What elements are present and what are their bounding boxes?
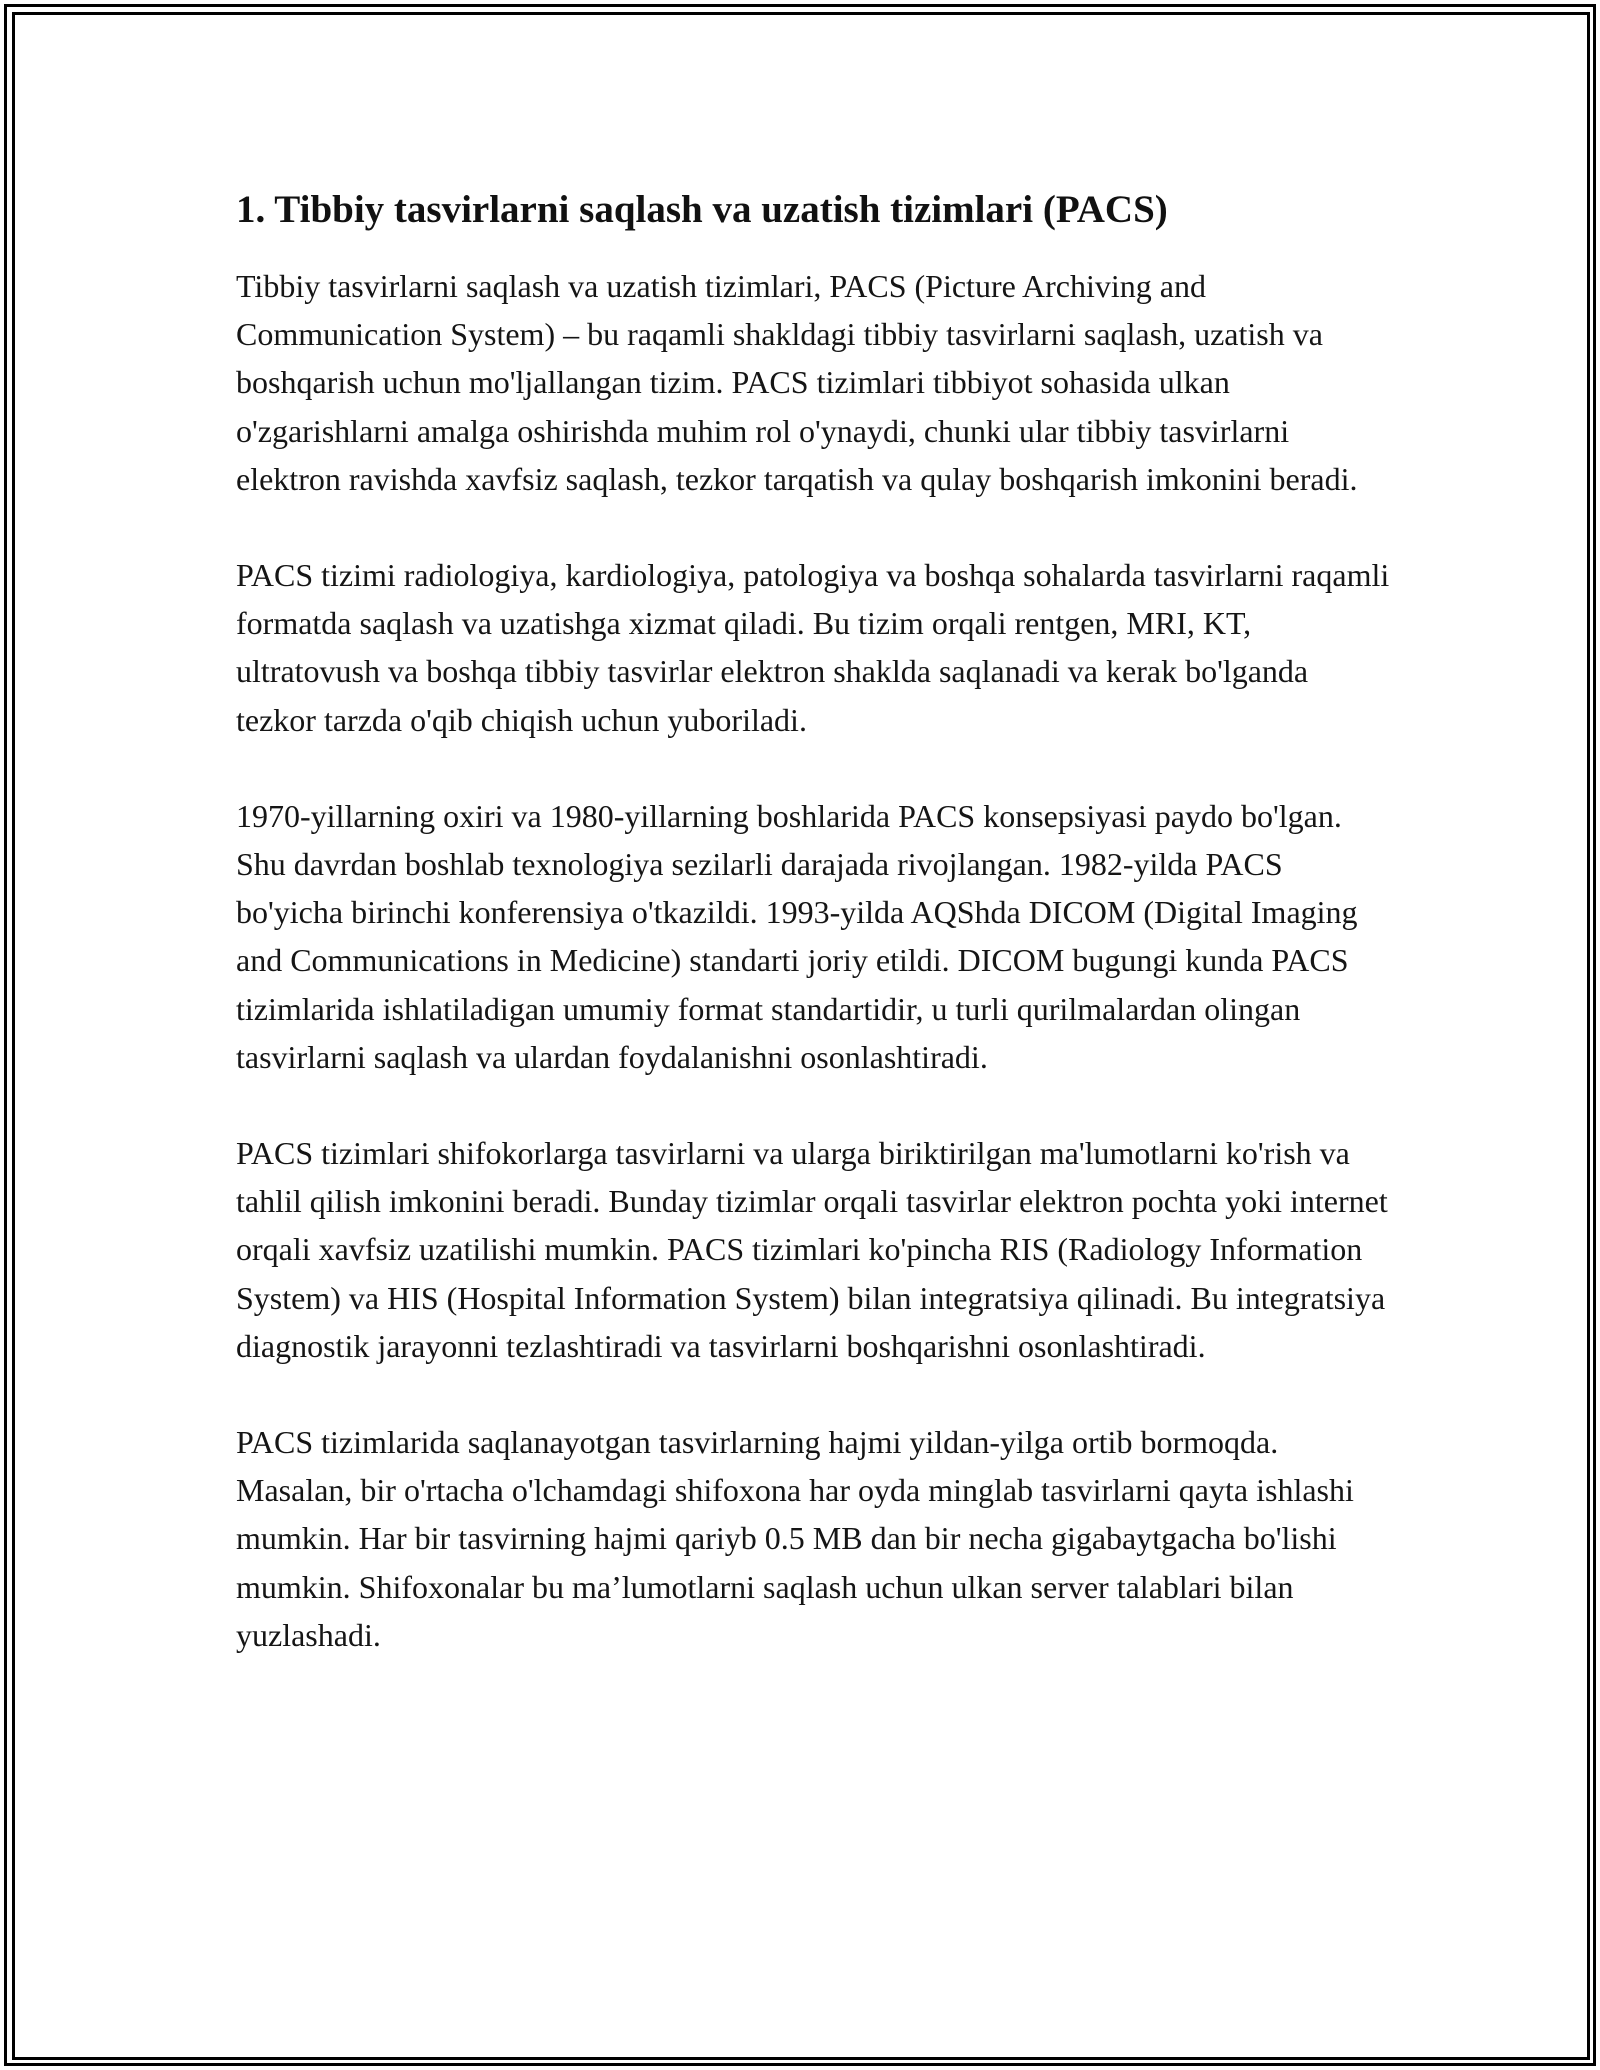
section-heading: 1. Tibbiy tasvirlarni saqlash va uzatish tizimlari (PACS) [236,188,1168,231]
paragraph-pacs-definition: Tibbiy tasvirlarni saqlash va uzatish tizimlari, PACS (Picture Archiving and Communication System) – bu raqamli shakldagi tibbiy tasvirlarni saqlash, uzatish va boshqarish uchun mo'ljallangan tizim. PACS tizimlari tibbiyot sohasida ulkan o'zgarishlarni amalga oshirishda muhim rol o'ynaydi, chunki ular tibbiy tasvirlarni elektron ravishda xavfsiz saqlash, tezkor tarqatish va qulay boshqarish imkonini beradi. [236,268,1358,497]
document-body [236,184,1396,1707]
paragraph-pacs-integration: PACS tizimlari shifokorlarga tasvirlarni va ularga biriktirilgan ma'lumotlarni ko'rish va tahlil qilish imkonini beradi. Bunday tizimlar orqali tasvirlar elektron pochta yoki internet orqali xavfsiz uzatilishi mumkin. PACS tizimlari ko'pincha RIS (Radiology Information System) va HIS (Hospital Information System) bilan integratsiya qilinadi. Bu integratsiya diagnostik jarayonni tezlashtiradi va tasvirlarni boshqarishni osonlashtiradi. [236,1135,1388,1364]
paragraph-pacs-history: 1970-yillarning oxiri va 1980-yillarning boshlarida PACS konsepsiyasi paydo bo'lgan. Shu davrdan boshlab texnologiya sezilarli darajada rivojlangan. 1982-yilda PACS bo'yicha birinchi konferensiya o'tkazildi. 1993-yilda AQShda DICOM (Digital Imaging and Communications in Medicine) standarti joriy etildi. DICOM bugungi kunda PACS tizimlarida ishlatiladigan umumiy format standartidir, u turli qurilmalardan olingan tasvirlarni saqlash va ulardan foydalanishni osonlashtiradi. [236,797,1358,1075]
paragraph-pacs-storage: PACS tizimlarida saqlanayotgan tasvirlarning hajmi yildan-yilga ortib bormoqda. Masalan, bir o'rtacha o'lchamdagi shifoxona har oyda minglab tasvirlarni qayta ishlashi mumkin. Har bir tasvirning hajmi qariyb 0.5 MB dan bir necha gigabaytgacha bo'lishi mumkin. Shifoxonalar bu ma’lumotlarni saqlash uchun ulkan server talablari bilan yuzlashadi. [236,1424,1354,1653]
paragraph-pacs-usage: PACS tizimi radiologiya, kardiologiya, patologiya va boshqa sohalarda tasvirlarni raqamli formatda saqlash va uzatishga xizmat qiladi. Bu tizim orqali rentgen, MRI, KT, ultratovush va boshqa tibbiy tasvirlar elektron shaklda saqlanadi va kerak bo'lganda tezkor tarzda o'qib chiqish uchun yuboriladi. [236,557,1390,738]
